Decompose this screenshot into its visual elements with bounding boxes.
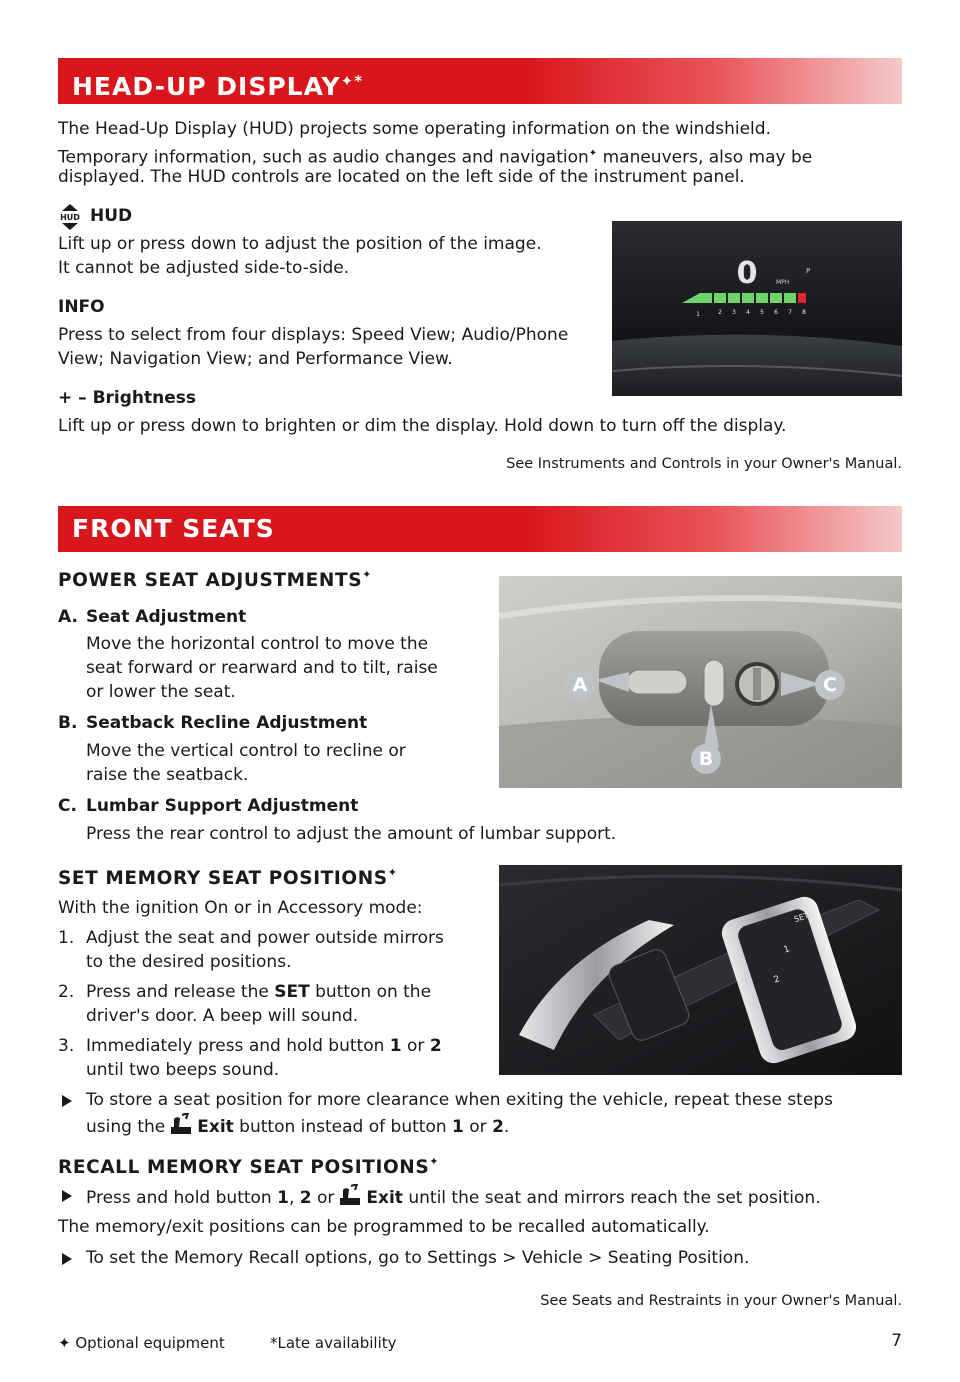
- brightness-text: Lift up or press down to brighten or dim the display. Hold down to turn off the display.: [58, 416, 787, 436]
- store-tip-mid: button instead of button: [233, 1117, 453, 1137]
- door-memory-photo: [499, 865, 902, 1075]
- recall-comma: ,: [288, 1188, 300, 1208]
- item-c-letter: C.: [58, 796, 77, 816]
- recall-text-a: Press and hold button: [86, 1188, 278, 1208]
- store-tip-end: .: [503, 1117, 510, 1137]
- hud-intro-2a: Temporary information, such as audio changes and navigation: [58, 147, 589, 168]
- hud-tach-num-1: 1: [696, 311, 700, 318]
- store-tip-using: using the: [86, 1117, 166, 1137]
- optional-star-icon: ✦: [387, 866, 398, 879]
- door-button-2: 2: [772, 974, 782, 986]
- memory-heading-text: SET MEMORY SEAT POSITIONS: [58, 868, 388, 889]
- step-1-line-2: to the desired positions.: [86, 952, 292, 972]
- door-set-button: SET: [792, 910, 811, 925]
- recall-exit-ref: Exit: [366, 1188, 403, 1208]
- page-number: 7: [891, 1331, 902, 1351]
- step-3-text-a: Immediately press and hold button: [86, 1036, 390, 1056]
- item-c-text-1: Press the rear control to adjust the amount of lumbar support.: [86, 824, 617, 844]
- footer-late-availability: *Late availability: [270, 1334, 397, 1352]
- item-a-letter: A.: [58, 607, 78, 627]
- bullet-arrow-icon: [62, 1190, 72, 1202]
- bullet-arrow-icon: [62, 1253, 72, 1265]
- seat-controls-photo: [499, 576, 902, 788]
- memory-intro: With the ignition On or in Accessory mode:: [58, 898, 423, 918]
- hud-tach-num-6: 6: [774, 309, 778, 316]
- store-tip-line-2: [86, 1113, 509, 1140]
- hud-intro-line-1: The Head-Up Display (HUD) projects some operating information on the windshield.: [58, 119, 771, 139]
- hud-icon: [58, 204, 82, 230]
- hud-tach-num-3: 3: [732, 309, 736, 316]
- hud-icon-label: HUD: [60, 213, 80, 222]
- recall-note: The memory/exit positions can be programmed to be recalled automatically.: [58, 1217, 710, 1237]
- info-text-1: Press to select from four displays: Speed View; Audio/Phone: [58, 325, 569, 345]
- step-1-line-1: Adjust the seat and power outside mirrors: [86, 928, 444, 948]
- callout-b: B: [691, 744, 721, 774]
- hud-section-title: HEAD-UP DISPLAY: [72, 72, 341, 101]
- optional-star-icon: ✦: [429, 1155, 440, 1168]
- hud-tach-num-8: 8: [802, 309, 806, 316]
- item-a-text-1: Move the horizontal control to move the: [86, 634, 429, 654]
- hud-photo: [612, 221, 902, 396]
- recall-settings: To set the Memory Recall options, go to Settings > Vehicle > Seating Position.: [86, 1248, 750, 1268]
- hud-speed-unit: MPH: [776, 279, 790, 286]
- seats-section-banner: [58, 506, 902, 552]
- optional-star-icon: ✦: [362, 568, 372, 581]
- step-3-number: 3.: [58, 1036, 75, 1056]
- store-button-2-ref: 2: [492, 1117, 504, 1137]
- recall-heading-text: RECALL MEMORY SEAT POSITIONS: [58, 1157, 430, 1178]
- step-2-line-2: driver's door. A beep will sound.: [86, 1006, 359, 1026]
- seat-exit-icon: [169, 1113, 193, 1135]
- info-heading: INFO: [58, 297, 105, 317]
- step-3-line-2: until two beeps sound.: [86, 1060, 280, 1080]
- hud-speed-value: 0: [736, 256, 758, 291]
- recall-line-1: [86, 1184, 821, 1211]
- button-2-ref: 2: [429, 1036, 442, 1056]
- item-b-text-1: Move the vertical control to recline or: [86, 741, 406, 761]
- step-1-number: 1.: [58, 928, 75, 948]
- store-tip-or: or: [463, 1117, 493, 1137]
- seat-exit-icon: [338, 1184, 362, 1206]
- step-2-number: 2.: [58, 982, 75, 1002]
- item-a-text-3: or lower the seat.: [86, 682, 236, 702]
- seats-reference: See Seats and Restraints in your Owner's Manual.: [540, 1293, 902, 1309]
- info-text-2: View; Navigation View; and Performance View.: [58, 349, 453, 369]
- optional-star-icon: ✦: [58, 1334, 71, 1352]
- item-a-text-2: seat forward or rearward and to tilt, raise: [86, 658, 438, 678]
- exit-button-ref: Exit: [197, 1117, 234, 1137]
- item-b-letter: B.: [58, 713, 78, 733]
- hud-intro-line-3: displayed. The HUD controls are located on the left side of the instrument panel.: [58, 167, 745, 187]
- memory-heading: [58, 866, 398, 889]
- hud-text-1: Lift up or press down to adjust the position of the image.: [58, 234, 542, 254]
- hud-tach-num-4: 4: [746, 309, 750, 316]
- recall-button-1-ref: 1: [277, 1188, 289, 1208]
- button-1-ref: 1: [389, 1036, 402, 1056]
- hud-heading: HUD: [90, 206, 133, 226]
- step-3-line-1: [86, 1035, 442, 1059]
- footer-optional: [58, 1334, 225, 1352]
- hud-section-banner: [58, 58, 902, 104]
- item-b-text-2: raise the seatback.: [86, 765, 249, 785]
- recall-or: or: [311, 1188, 335, 1208]
- hud-tach-num-2: 2: [718, 309, 722, 316]
- step-2-line-1: [86, 981, 431, 1005]
- set-button-ref: SET: [274, 982, 310, 1002]
- door-button-1: 1: [782, 944, 792, 956]
- optional-star-icon: ✦: [588, 148, 598, 159]
- footer-optional-label: Optional equipment: [70, 1334, 225, 1352]
- hud-tach-num-7: 7: [788, 309, 792, 316]
- store-button-1-ref: 1: [452, 1117, 464, 1137]
- step-2-text-b: button on the: [309, 982, 432, 1002]
- hud-intro-2b: maneuvers, also may be: [597, 147, 813, 168]
- hud-text-2: It cannot be adjusted side-to-side.: [58, 258, 350, 278]
- item-b-heading: Seatback Recline Adjustment: [86, 713, 368, 733]
- callout-a: A: [565, 670, 595, 700]
- bullet-arrow-icon: [62, 1095, 72, 1107]
- seats-section-title: FRONT SEATS: [72, 514, 275, 543]
- item-a-heading: Seat Adjustment: [86, 607, 247, 627]
- recall-button-2-ref: 2: [299, 1188, 312, 1208]
- hud-tach-num-5: 5: [760, 309, 764, 316]
- item-c-heading: Lumbar Support Adjustment: [86, 796, 359, 816]
- step-3-or: or: [401, 1036, 430, 1056]
- hud-gear-indicator: P: [806, 267, 811, 275]
- power-seat-heading-text: POWER SEAT ADJUSTMENTS: [58, 570, 363, 591]
- store-tip-line-1: To store a seat position for more clearance when exiting the vehicle, repeat these steps: [86, 1090, 833, 1110]
- callout-c: C: [815, 670, 845, 700]
- brightness-heading: + – Brightness: [58, 388, 197, 408]
- hud-reference: See Instruments and Controls in your Owner's Manual.: [506, 456, 902, 472]
- power-seat-heading: [58, 568, 372, 591]
- recall-heading: [58, 1155, 439, 1178]
- hud-title-marks: ✦*: [340, 72, 364, 90]
- step-2-text-a: Press and release the: [86, 982, 275, 1002]
- recall-text-b: until the seat and mirrors reach the set position.: [402, 1188, 821, 1208]
